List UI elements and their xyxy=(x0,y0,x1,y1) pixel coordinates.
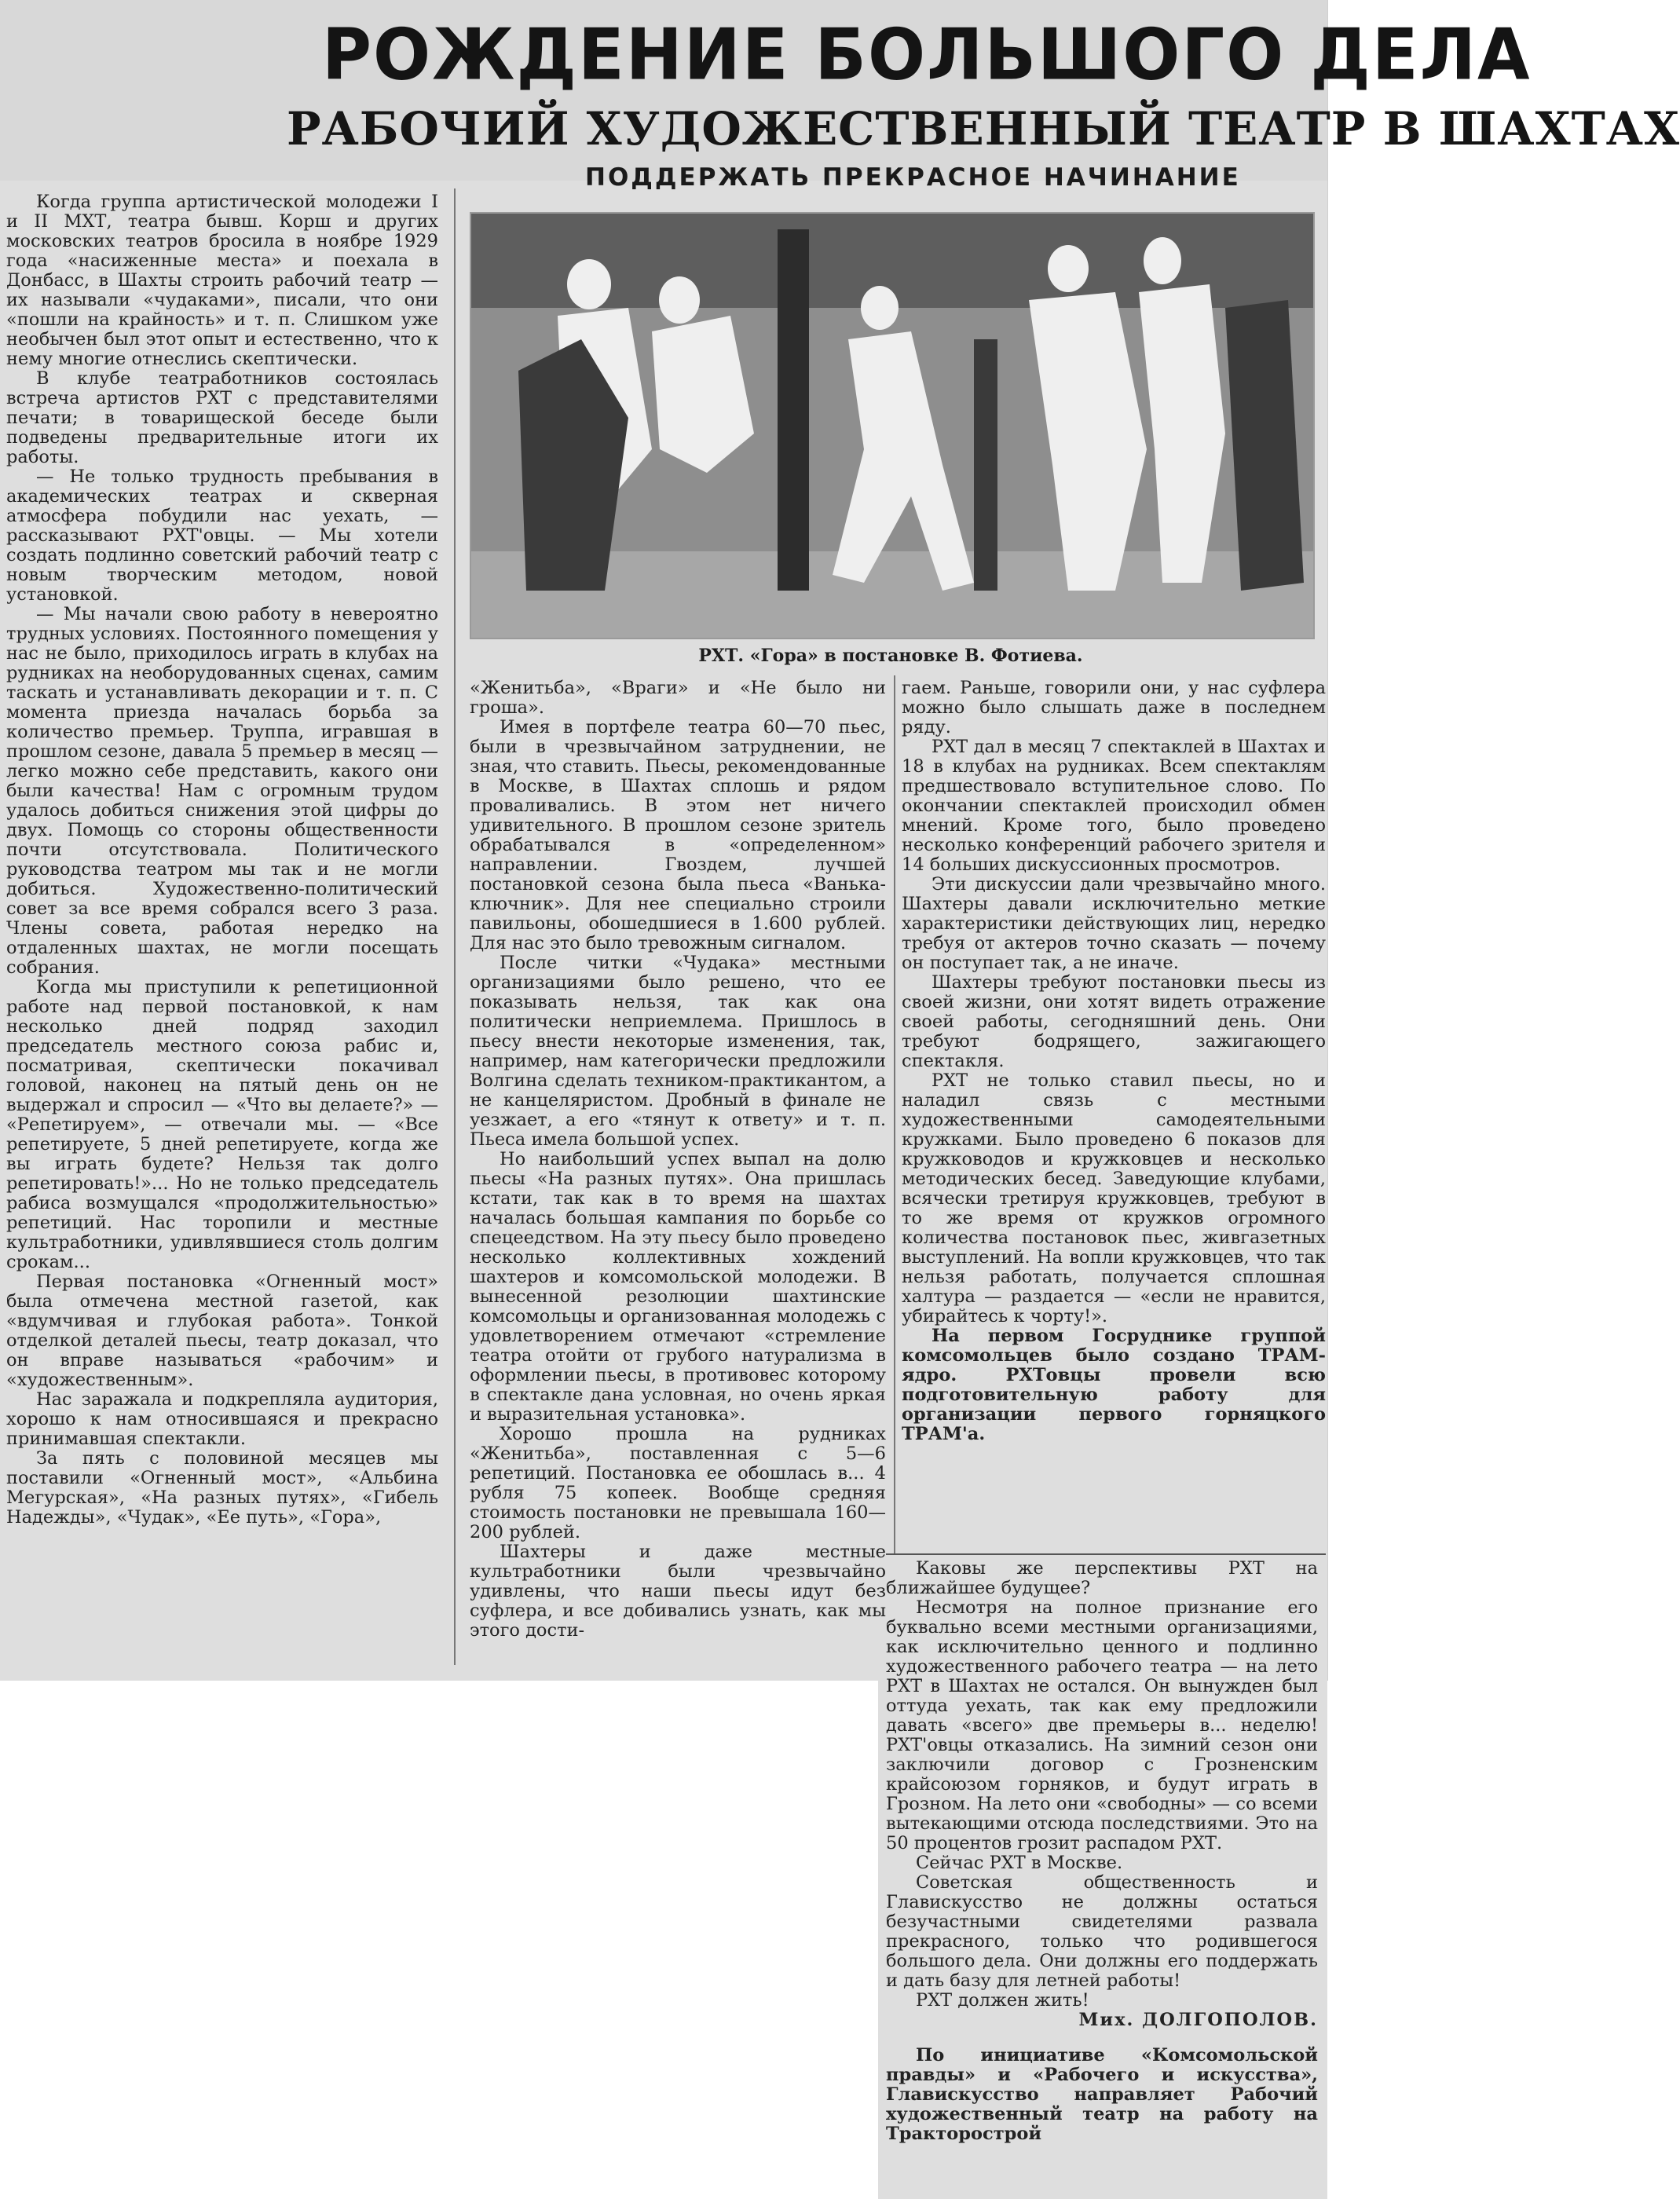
paragraph: После читки «Чудака» местными организациями было решено, что ее показывать нельзя, так как она политически неприемлема. Пришлось в пьесу внести некоторые изменения, так, например, нам категорически предложили Волгина сделать техником-практикантом, а не канцеляристом. Дробный в финале не уезжает, а его «тянут к ответу» и т. п. Пьеса имела большой успех. xyxy=(470,953,886,1150)
article-column-3 xyxy=(902,679,1326,1550)
paragraph: Когда мы приступили к репетиционной работе над первой постановкой, к нам несколько дней подряд заходил председатель местного союза рабис и, посматривая, скептически покачивал головой, наконец на пятый день он не выдержал и спросил — «Что вы делаете?» — «Репетируем», — отвечали мы. — «Все репетируете, 5 дней репетируете, когда же вы играть будете? Нельзя так долго репетировать!»... Но не только председатель рабиса возмущался «продолжительностью» репетиций. Нас торопили и местные культработники, удивлявшиеся столь долгим срокам... xyxy=(6,977,438,1272)
section-rule xyxy=(886,1553,1326,1555)
paragraph: В клубе театработников состоялась встреча артистов РХТ с представителями печати; в товарищеской беседе были подведены предварительные итоги их работы. xyxy=(6,368,438,467)
paragraph: Нас заражала и подкрепляла аудитория, хорошо к нам относившаяся и прекрасно принимавшая спектакли. xyxy=(6,1389,438,1449)
paragraph: РХТ не только ставил пьесы, но и наладил связь с местными художественными самодеятельными кружками. Было проведено 6 показов для кружководов и кружковцев и несколько методических бесед. Заведующие клубами, всячески третируя кружковцев, требуют в то же время от кружков огромного количества постановок пьес, живгазетных выступлений. На вопли кружковцев, что так нельзя работать, получается сплошная халтура — раздается — «если не нравится, убирайтесь к чорту!». xyxy=(902,1070,1326,1326)
paragraph: На первом Госруднике группой комсомольцев было создано ТРАМ-ядро. РХТовцы провели всю подготовительную работу для организации первого горняцкого ТРАМ'а. xyxy=(902,1326,1326,1444)
paragraph: Шахтеры и даже местные культработники были чрезвычайно удивлены, что наши пьесы идут без суфлера, и все добивались узнать, как мы этого дости- xyxy=(470,1542,886,1641)
paragraph: За пять с половиной месяцев мы поставили «Огненный мост», «Альбина Мегурская», «На разных путях», «Гибель Надежды», «Чудак», «Ее путь», «Гора», xyxy=(6,1448,438,1528)
article-column-1 xyxy=(6,192,438,1653)
editorial-note: По инициативе «Комсомольской правды» и «Рабочего и искусства», Главискусство направляет Рабочий художественный театр на работу на Тракторострой xyxy=(886,2045,1318,2144)
paragraph: Хорошо прошла на рудниках «Женитьба», поставленная с 5—6 репетиций. Постановка ее обошлась в... 4 рубля 75 копеек. Вообще средняя стоимость постановки не превышала 160—200 рублей. xyxy=(470,1424,886,1542)
paragraph: РХТ дал в месяц 7 спектаклей в Шахтах и 18 в клубах на рудниках. Всем спектаклям предшествовало вступительное слово. По окончании спектаклей происходил обмен мнений. Кроме того, было проведено несколько конференций рабочего зрителя и 14 больших дискуссионных просмотров. xyxy=(902,737,1326,875)
author-signature: Мих. ДОЛГОПОЛОВ. xyxy=(1078,2010,1318,2030)
paragraph: Советская общественность и Главискусство не должны остаться безучастными свидетелями развала прекрасного, только что родившегося большого дела. Они должны его поддержать и дать базу для летней работы! xyxy=(886,1872,1318,1991)
paragraph: — Мы начали свою работу в невероятно трудных условиях. Постоянного помещения у нас не было, приходилось играть в клубах на рудниках на необорудованных сценах, самим таскать и устанавливать декорации и т. п. С момента приезда началась борьба за количество премьер. Труппа, игравшая в прошлом сезоне, давала 5 премьер в месяц — легко можно себе представить, какого они были качества! Нам с огромным трудом удалось добиться снижения этой цифры до двух. Помощь со стороны общественности почти отсутствовала. Политического руководства театром мы так и не могли добиться. Художественно-политический совет за все время собрался всего 3 раза. Члены совета, работая нередко на отдаленных шахтах, не могли посещать собрания. xyxy=(6,604,438,978)
paragraph: Но наибольший успех выпал на долю пьесы «На разных путях». Она пришлась кстати, так как в то время на шахтах началась большая кампания по борьбе со спецеедством. На эту пьесу было проведено несколько коллективных хождений шахтеров и комсомольской молодежи. В вынесенной резолюции шахтинские комсомольцы и организованная молодежь с удовлетворением отмечают «стремление театра отойти от грубого натурализма в оформлении пьесы, в противовес которому в спектакле дана условная, но очень яркая и выразительная установка». xyxy=(470,1149,886,1425)
paragraph: Сейчас РХТ в Москве. xyxy=(916,1853,1123,1873)
paragraph: Эти дискуссии дали чрезвычайно много. Шахтеры давали исключительно меткие характеристики действующих лиц, нередко требуя от актеров точно сказать — почему он поступает так, а не иначе. xyxy=(902,874,1326,973)
paragraph: РХТ должен жить! xyxy=(916,1990,1089,2011)
stage-photo xyxy=(470,212,1315,639)
headline: РОЖДЕНИЕ БОЛЬШОГО ДЕЛА xyxy=(322,13,1532,97)
paragraph: Каковы же перспективы РХТ на ближайшее будущее? xyxy=(886,1558,1318,1598)
paragraph: Имея в портфеле театра 60—70 пьес, были в чрезвычайном затруднении, не зная, что ставить. Пьесы, рекомендованные в Москве, в Шахтах сплошь и рядом проваливались. В этом нет ничего удивительного. В прошлом сезоне зритель обрабатывался в «определенном» направлении. Гвоздем, лучшей постановкой сезона была пьеса «Ванька-ключник». Для нее специально строили павильоны, обошедшиеся в 1.600 рублей. Для нас это было тревожным сигналом. xyxy=(470,717,886,953)
subheadline: РАБОЧИЙ ХУДОЖЕСТВЕННЫЙ ТЕАТР В ШАХТАХ xyxy=(287,102,1680,156)
photo-caption: РХТ. «Гора» в постановке В. Фотиева. xyxy=(698,646,1083,666)
paragraph: Первая постановка «Огненный мост» была отмечена местной газетой, как «вдумчивая и глубокая работа». Тонкой отделкой деталей пьесы, театр доказал, что он вправе называться «рабочим» и «художественным». xyxy=(6,1271,438,1390)
paragraph: — Не только трудность пребывания в академических театрах и скверная атмосфера побудили нас уехать, — рассказывают РХТ'овцы. — Мы хотели создать подлинно советский рабочий театр с новым творческим методом, новой установкой. xyxy=(6,467,438,605)
paragraph: гаем. Раньше, говорили они, у нас суфлера можно было слышать даже в последнем ряду. xyxy=(902,678,1326,737)
column-rule xyxy=(894,675,895,1555)
article-column-4 xyxy=(886,1559,1318,2195)
kicker: ПОДДЕРЖАТЬ ПРЕКРАСНОЕ НАЧИНАНИЕ xyxy=(585,163,1241,192)
column-rule xyxy=(454,188,456,1665)
article-column-2 xyxy=(470,679,886,1660)
paragraph: Когда группа артистической молодежи I и II МХТ, театра бывш. Корш и других московских театров бросила в ноябре 1929 года «насиженные места» и поехала в Донбасс, в Шахты строить рабочий театр — их называли «чудаками», писали, что они «пошли на крайность» и т. п. Слишком уже необычен был этот опыт и естественно, что к нему многие отнеслись скептически. xyxy=(6,192,438,369)
paragraph: Несмотря на полное признание его буквально всеми местными организациями, как исключительно ценного и подлинно художественного рабочего театра — на лето РХТ в Шахтах не остался. Он вынужден был оттуда уехать, так как ему предложили давать «всего» две премьеры в... неделю! РХТ'овцы отказались. На зимний сезон они заключили договор с Грозненским крайсоюзом горняков, и будут играть в Грозном. На лето они «свободны» — со всеми вытекающими отсюда последствиями. Это на 50 процентов грозит распадом РХТ. xyxy=(886,1597,1318,1853)
paragraph: Шахтеры требуют постановки пьесы из своей жизни, они хотят видеть отражение своей работы, сегодняшний день. Они требуют бодрящего, зажигающего спектакля. xyxy=(902,972,1326,1071)
paragraph: «Женитьба», «Враги» и «Не было ни гроша». xyxy=(470,678,886,718)
stage-photo-illustration xyxy=(471,214,1313,638)
